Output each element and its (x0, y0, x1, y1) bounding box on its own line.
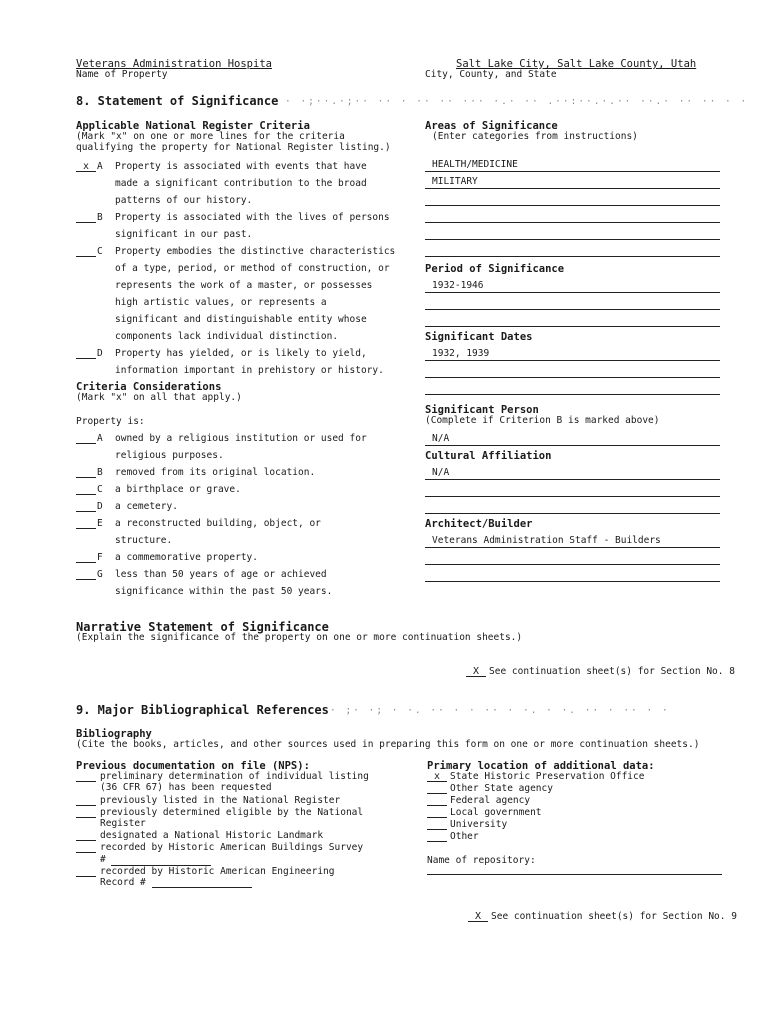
field-line (425, 445, 720, 446)
field-line (425, 564, 720, 565)
consideration-text: structure. (115, 535, 173, 546)
consideration-checkbox[interactable] (76, 570, 96, 580)
previous-doc-item: designated a National Historic Landmark (100, 830, 324, 841)
continuation-checkbox-9[interactable]: X (468, 912, 488, 922)
consideration-letter: B (97, 467, 103, 478)
consideration-text: religious purposes. (115, 450, 224, 461)
consideration-checkbox[interactable] (76, 519, 96, 529)
criterion-text: Property is associated with the lives of persons (115, 212, 390, 223)
criterion-text: significant and distinguishable entity whose (115, 314, 367, 325)
consideration-text: a cemetery. (115, 501, 178, 512)
consideration-text: removed from its original location. (115, 467, 316, 478)
consideration-text: significance within the past 50 years. (115, 586, 333, 597)
continuation-label-8: See continuation sheet(s) for Section No. 8 (489, 666, 735, 677)
criteria-heading: Applicable National Register Criteria (76, 120, 310, 132)
previous-doc-item: Record # (100, 877, 146, 888)
criteria-note: (Mark "x" on one or more lines for the criteria (76, 131, 345, 142)
previous-doc-heading: Previous documentation on file (NPS): (76, 760, 310, 772)
primary-location-checkbox[interactable] (427, 820, 447, 830)
consideration-letter: C (97, 484, 103, 495)
criterion-checkbox[interactable]: x (76, 162, 96, 172)
previous-doc-checkbox[interactable] (76, 796, 96, 806)
property-name: Veterans Administration Hospita (76, 58, 272, 70)
person-value[interactable]: N/A (432, 433, 450, 444)
previous-doc-item: recorded by Historic American Buildings Survey (100, 842, 364, 853)
consideration-text: a commemorative property. (115, 552, 258, 563)
previous-doc-checkbox[interactable] (76, 772, 96, 782)
previous-doc-checkbox[interactable] (76, 808, 96, 818)
affiliation-heading: Cultural Affiliation (425, 450, 552, 462)
previous-doc-item: (36 CFR 67) has been requested (100, 782, 272, 793)
criterion-checkbox[interactable] (76, 247, 96, 257)
area-value[interactable]: HEALTH/MEDICINE (432, 159, 518, 170)
period-heading: Period of Significance (425, 263, 565, 275)
narrative-heading: Narrative Statement of Significance (76, 620, 329, 634)
previous-doc-item: preliminary determination of individual listing (100, 771, 369, 782)
field-line (425, 222, 720, 223)
previous-doc-checkbox[interactable] (76, 867, 96, 877)
field-line (425, 239, 720, 240)
previous-doc-item: previously determined eligible by the National (100, 807, 364, 818)
criterion-text: Property embodies the distinctive characteristics (115, 246, 396, 257)
section-8-title: 8. Statement of Significance (76, 94, 279, 108)
primary-location-checkbox[interactable] (427, 832, 447, 842)
field-line (425, 547, 720, 548)
primary-location-checkbox[interactable] (427, 796, 447, 806)
field-line (425, 326, 720, 327)
criterion-letter: A (97, 161, 103, 172)
primary-location-item: Other (450, 831, 479, 842)
criterion-text: of a type, period, or method of construction, or (115, 263, 390, 274)
previous-doc-checkbox[interactable] (76, 843, 96, 853)
areas-note: (Enter categories from instructions) (432, 131, 638, 142)
dates-heading: Significant Dates (425, 331, 533, 343)
continuation-checkbox-8[interactable]: X (466, 667, 486, 677)
consideration-letter: G (97, 569, 103, 580)
field-line (425, 513, 720, 514)
consideration-text: a reconstructed building, object, or (115, 518, 321, 529)
primary-location-item: University (450, 819, 508, 830)
criterion-letter: C (97, 246, 103, 257)
section-9-title: 9. Major Bibliographical References (76, 703, 329, 717)
criterion-text: significant in our past. (115, 229, 253, 240)
previous-doc-checkbox[interactable] (76, 831, 96, 841)
consideration-letter: F (97, 552, 103, 563)
field-line (425, 394, 720, 395)
considerations-note: (Mark "x" on all that apply.) (76, 392, 242, 403)
field-line (425, 205, 720, 206)
previous-doc-item: Register (100, 818, 146, 829)
field-line (425, 360, 720, 361)
consideration-checkbox[interactable] (76, 468, 96, 478)
primary-location-item: Local government (450, 807, 542, 818)
consideration-letter: E (97, 518, 103, 529)
criteria-note: qualifying the property for National Register listing.) (76, 142, 391, 153)
title-bar-shading: · ;· ·; · ·. ·· · · ·· · ·. · ·. ·· · ·· · · (330, 705, 670, 716)
criterion-text: information important in prehistory or history. (115, 365, 384, 376)
criterion-text: made a significant contribution to the broad (115, 178, 367, 189)
criterion-letter: B (97, 212, 103, 223)
affiliation-value[interactable]: N/A (432, 467, 450, 478)
person-heading: Significant Person (425, 404, 539, 416)
repository-field[interactable] (427, 874, 722, 875)
consideration-text: owned by a religious institution or used for (115, 433, 367, 444)
criterion-text: patterns of our history. (115, 195, 253, 206)
dates-value[interactable]: 1932, 1939 (432, 348, 490, 359)
primary-location-item: Other State agency (450, 783, 553, 794)
field-line (425, 256, 720, 257)
architect-value[interactable]: Veterans Administration Staff - Builders (432, 535, 661, 546)
previous-doc-item: # (100, 854, 106, 865)
criterion-text: represents the work of a master, or possesses (115, 280, 373, 291)
consideration-text: less than 50 years of age or achieved (115, 569, 327, 580)
criterion-checkbox[interactable] (76, 213, 96, 223)
property-is-label: Property is: (76, 416, 145, 427)
period-value[interactable]: 1932-1946 (432, 280, 484, 291)
field-line (425, 581, 720, 582)
primary-location-item: State Historic Preservation Office (450, 771, 645, 782)
primary-location-checkbox[interactable] (427, 784, 447, 794)
continuation-label-9: See continuation sheet(s) for Section No. 9 (491, 911, 737, 922)
previous-doc-item: recorded by Historic American Engineering (100, 866, 335, 877)
consideration-checkbox[interactable] (76, 502, 96, 512)
property-location: Salt Lake City, Salt Lake County, Utah (456, 58, 697, 70)
consideration-checkbox[interactable] (76, 553, 96, 563)
title-bar-shading: · ·;··.·;·· ·· · ·· ·· ··· ·.· ·· .··:··.·.·· ··.· ·· ·· · · (285, 96, 749, 107)
considerations-heading: Criteria Considerations (76, 381, 222, 393)
criterion-text: high artistic values, or represents a (115, 297, 327, 308)
criterion-text: Property has yielded, or is likely to yield, (115, 348, 367, 359)
narrative-note: (Explain the significance of the property on one or more continuation sheets.) (76, 632, 523, 643)
consideration-checkbox[interactable] (76, 485, 96, 495)
primary-location-checkbox[interactable]: x (427, 772, 447, 782)
primary-location-heading: Primary location of additional data: (427, 760, 655, 772)
consideration-letter: D (97, 501, 103, 512)
field-line (425, 292, 720, 293)
consideration-text: a birthplace or grave. (115, 484, 241, 495)
previous-doc-item: previously listed in the National Register (100, 795, 341, 806)
architect-heading: Architect/Builder (425, 518, 533, 530)
area-value[interactable]: MILITARY (432, 176, 478, 187)
field-line (425, 309, 720, 310)
person-note: (Complete if Criterion B is marked above) (425, 415, 660, 426)
primary-location-item: Federal agency (450, 795, 531, 806)
field-line (425, 377, 720, 378)
property-name-label: Name of Property (76, 69, 168, 80)
bibliography-note: (Cite the books, articles, and other sources used in preparing this form on one or more continuation sheets.) (76, 739, 700, 750)
field-line (425, 188, 720, 189)
criterion-letter: D (97, 348, 103, 359)
criterion-checkbox[interactable] (76, 349, 96, 359)
consideration-checkbox[interactable] (76, 434, 96, 444)
criterion-text: components lack individual distinction. (115, 331, 339, 342)
consideration-letter: A (97, 433, 103, 444)
bibliography-heading: Bibliography (76, 728, 152, 740)
repository-label: Name of repository: (427, 855, 536, 866)
field-line (152, 887, 252, 888)
field-line (425, 171, 720, 172)
field-line (425, 496, 720, 497)
primary-location-checkbox[interactable] (427, 808, 447, 818)
criterion-text: Property is associated with events that have (115, 161, 367, 172)
areas-heading: Areas of Significance (425, 120, 558, 132)
property-location-label: City, County, and State (425, 69, 557, 80)
field-line (425, 479, 720, 480)
